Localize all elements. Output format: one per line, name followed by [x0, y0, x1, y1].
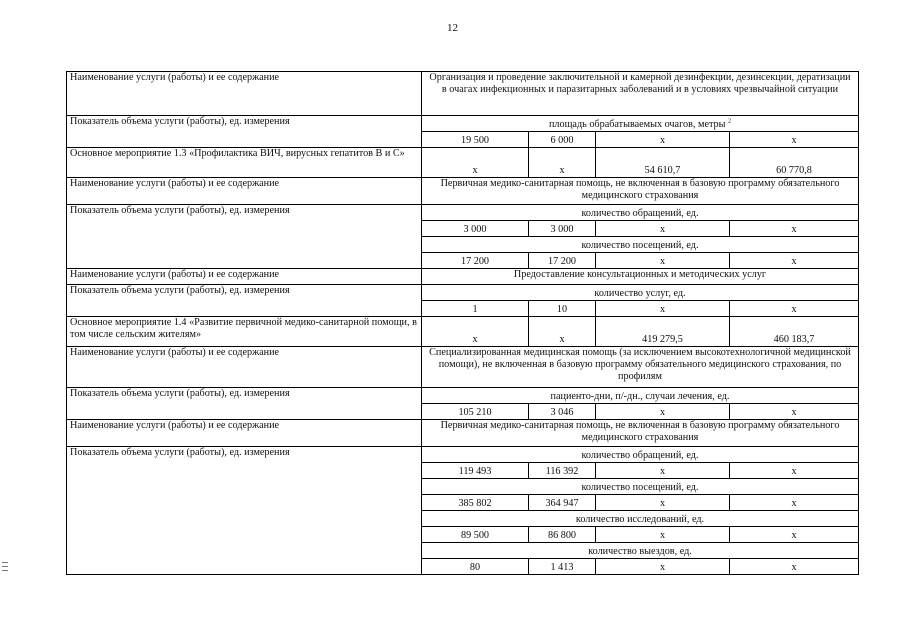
service-row: [67, 178, 859, 205]
value-cell: х: [730, 301, 859, 317]
value-cell: 80: [422, 559, 529, 575]
value-cell: х: [730, 559, 859, 575]
unit-name: [422, 237, 859, 253]
event-label: Основное мероприятие 1.4 «Развитие первичной медико-санитарной помощи, в том числе сельским жителям»: [67, 317, 422, 347]
value-cell: х: [730, 527, 859, 543]
value-cell: х: [596, 221, 730, 237]
value-cell: х: [596, 253, 730, 269]
service-description: Специализированная медицинская помощь (за исключением высокотехнологичной медицинской помощи), не включенная в базовую программу обязательного медицинского страхования, по профилям: [422, 347, 859, 388]
margin-mark: [2, 562, 8, 574]
row-label: Показатель объема услуги (работы), ед. измерения: [67, 116, 422, 148]
value-cell: 86 800: [529, 527, 596, 543]
value-cell: 385 802: [422, 495, 529, 511]
unit-row: [67, 205, 859, 221]
value-cell: 105 210: [422, 404, 529, 420]
unit-row: [67, 447, 859, 463]
service-row: [67, 347, 859, 388]
value-cell: 364 947: [529, 495, 596, 511]
service-description: Первичная медико-санитарная помощь, не включенная в базовую программу обязательного медицинского страхования: [422, 178, 859, 205]
row-label: Наименование услуги (работы) и ее содержание: [67, 420, 422, 447]
row-label: Показатель объема услуги (работы), ед. измерения: [67, 388, 422, 420]
value-cell: х: [422, 148, 529, 178]
value-cell: 116 392: [529, 463, 596, 479]
services-table: [66, 71, 859, 575]
unit-name-text: пациенто-дни, п/-дн., случаи лечения, ед.: [550, 391, 730, 402]
unit-name: [422, 543, 859, 559]
event-row: [67, 148, 859, 178]
event-row: [67, 317, 859, 347]
value-cell: 3 000: [422, 221, 529, 237]
value-cell: х: [596, 301, 730, 317]
value-cell: х: [596, 495, 730, 511]
value-cell: х: [730, 253, 859, 269]
value-cell: х: [730, 132, 859, 148]
value-cell: 17 200: [529, 253, 596, 269]
unit-name-text: количество посещений, ед.: [581, 482, 699, 493]
value-cell: х: [596, 132, 730, 148]
unit-row: [67, 388, 859, 404]
unit-name: [422, 388, 859, 404]
service-description: Организация и проведение заключительной и камерной дезинфекции, дезинсекции, дератизации в очагах инфекционных и паразитарных заболеваний и в условиях чрезвычайной ситуации: [422, 72, 859, 116]
row-label: Наименование услуги (работы) и ее содержание: [67, 72, 422, 116]
value-cell: 1: [422, 301, 529, 317]
value-cell: 19 500: [422, 132, 529, 148]
service-row: [67, 72, 859, 116]
row-label: Наименование услуги (работы) и ее содержание: [67, 347, 422, 388]
value-cell: 17 200: [422, 253, 529, 269]
service-description: Предоставление консультационных и методических услуг: [422, 269, 859, 285]
row-label: Наименование услуги (работы) и ее содержание: [67, 178, 422, 205]
value-cell: х: [730, 221, 859, 237]
value-cell: х: [730, 463, 859, 479]
unit-name-text: количество исследований, ед.: [575, 514, 705, 525]
unit-name-text: площадь обрабатываемых очагов, метры: [548, 119, 726, 130]
value-cell: 6 000: [529, 132, 596, 148]
unit-name: [422, 447, 859, 463]
event-label: Основное мероприятие 1.3 «Профилактика ВИЧ, вирусных гепатитов В и С»: [67, 148, 422, 178]
value-cell: х: [529, 148, 596, 178]
unit-name-text: количество услуг, ед.: [594, 288, 686, 299]
unit-row: [67, 285, 859, 301]
row-label: Показатель объема услуги (работы), ед. измерения: [67, 205, 422, 269]
value-cell: 60 770,8: [730, 148, 859, 178]
value-cell: х: [596, 404, 730, 420]
value-cell: х: [529, 317, 596, 347]
service-description: Первичная медико-санитарная помощь, не включенная в базовую программу обязательного медицинского страхования: [422, 420, 859, 447]
unit-name: [422, 285, 859, 301]
value-cell: х: [596, 559, 730, 575]
unit-name-text: количество выездов, ед.: [588, 546, 692, 557]
value-cell: х: [730, 495, 859, 511]
page-number: 12: [447, 22, 458, 34]
value-cell: 460 183,7: [730, 317, 859, 347]
value-cell: 1 413: [529, 559, 596, 575]
footnote-mark: 2: [728, 118, 732, 125]
value-cell: х: [730, 404, 859, 420]
value-cell: 119 493: [422, 463, 529, 479]
value-cell: х: [422, 317, 529, 347]
row-label: Показатель объема услуги (работы), ед. измерения: [67, 447, 422, 575]
service-row: [67, 269, 859, 285]
unit-name: [422, 511, 859, 527]
unit-name-text: количество обращений, ед.: [581, 208, 699, 219]
unit-name-text: количество обращений, ед.: [581, 450, 699, 461]
value-cell: 10: [529, 301, 596, 317]
value-cell: х: [596, 527, 730, 543]
row-label: Наименование услуги (работы) и ее содержание: [67, 269, 422, 285]
unit-name: [422, 205, 859, 221]
unit-name-text: количество посещений, ед.: [581, 240, 699, 251]
unit-name: [422, 116, 859, 132]
value-cell: 419 279,5: [596, 317, 730, 347]
value-cell: 3 000: [529, 221, 596, 237]
service-row: [67, 420, 859, 447]
unit-row: [67, 116, 859, 132]
value-cell: 89 500: [422, 527, 529, 543]
unit-name: [422, 479, 859, 495]
value-cell: 54 610,7: [596, 148, 730, 178]
row-label: Показатель объема услуги (работы), ед. измерения: [67, 285, 422, 317]
value-cell: х: [596, 463, 730, 479]
value-cell: 3 046: [529, 404, 596, 420]
